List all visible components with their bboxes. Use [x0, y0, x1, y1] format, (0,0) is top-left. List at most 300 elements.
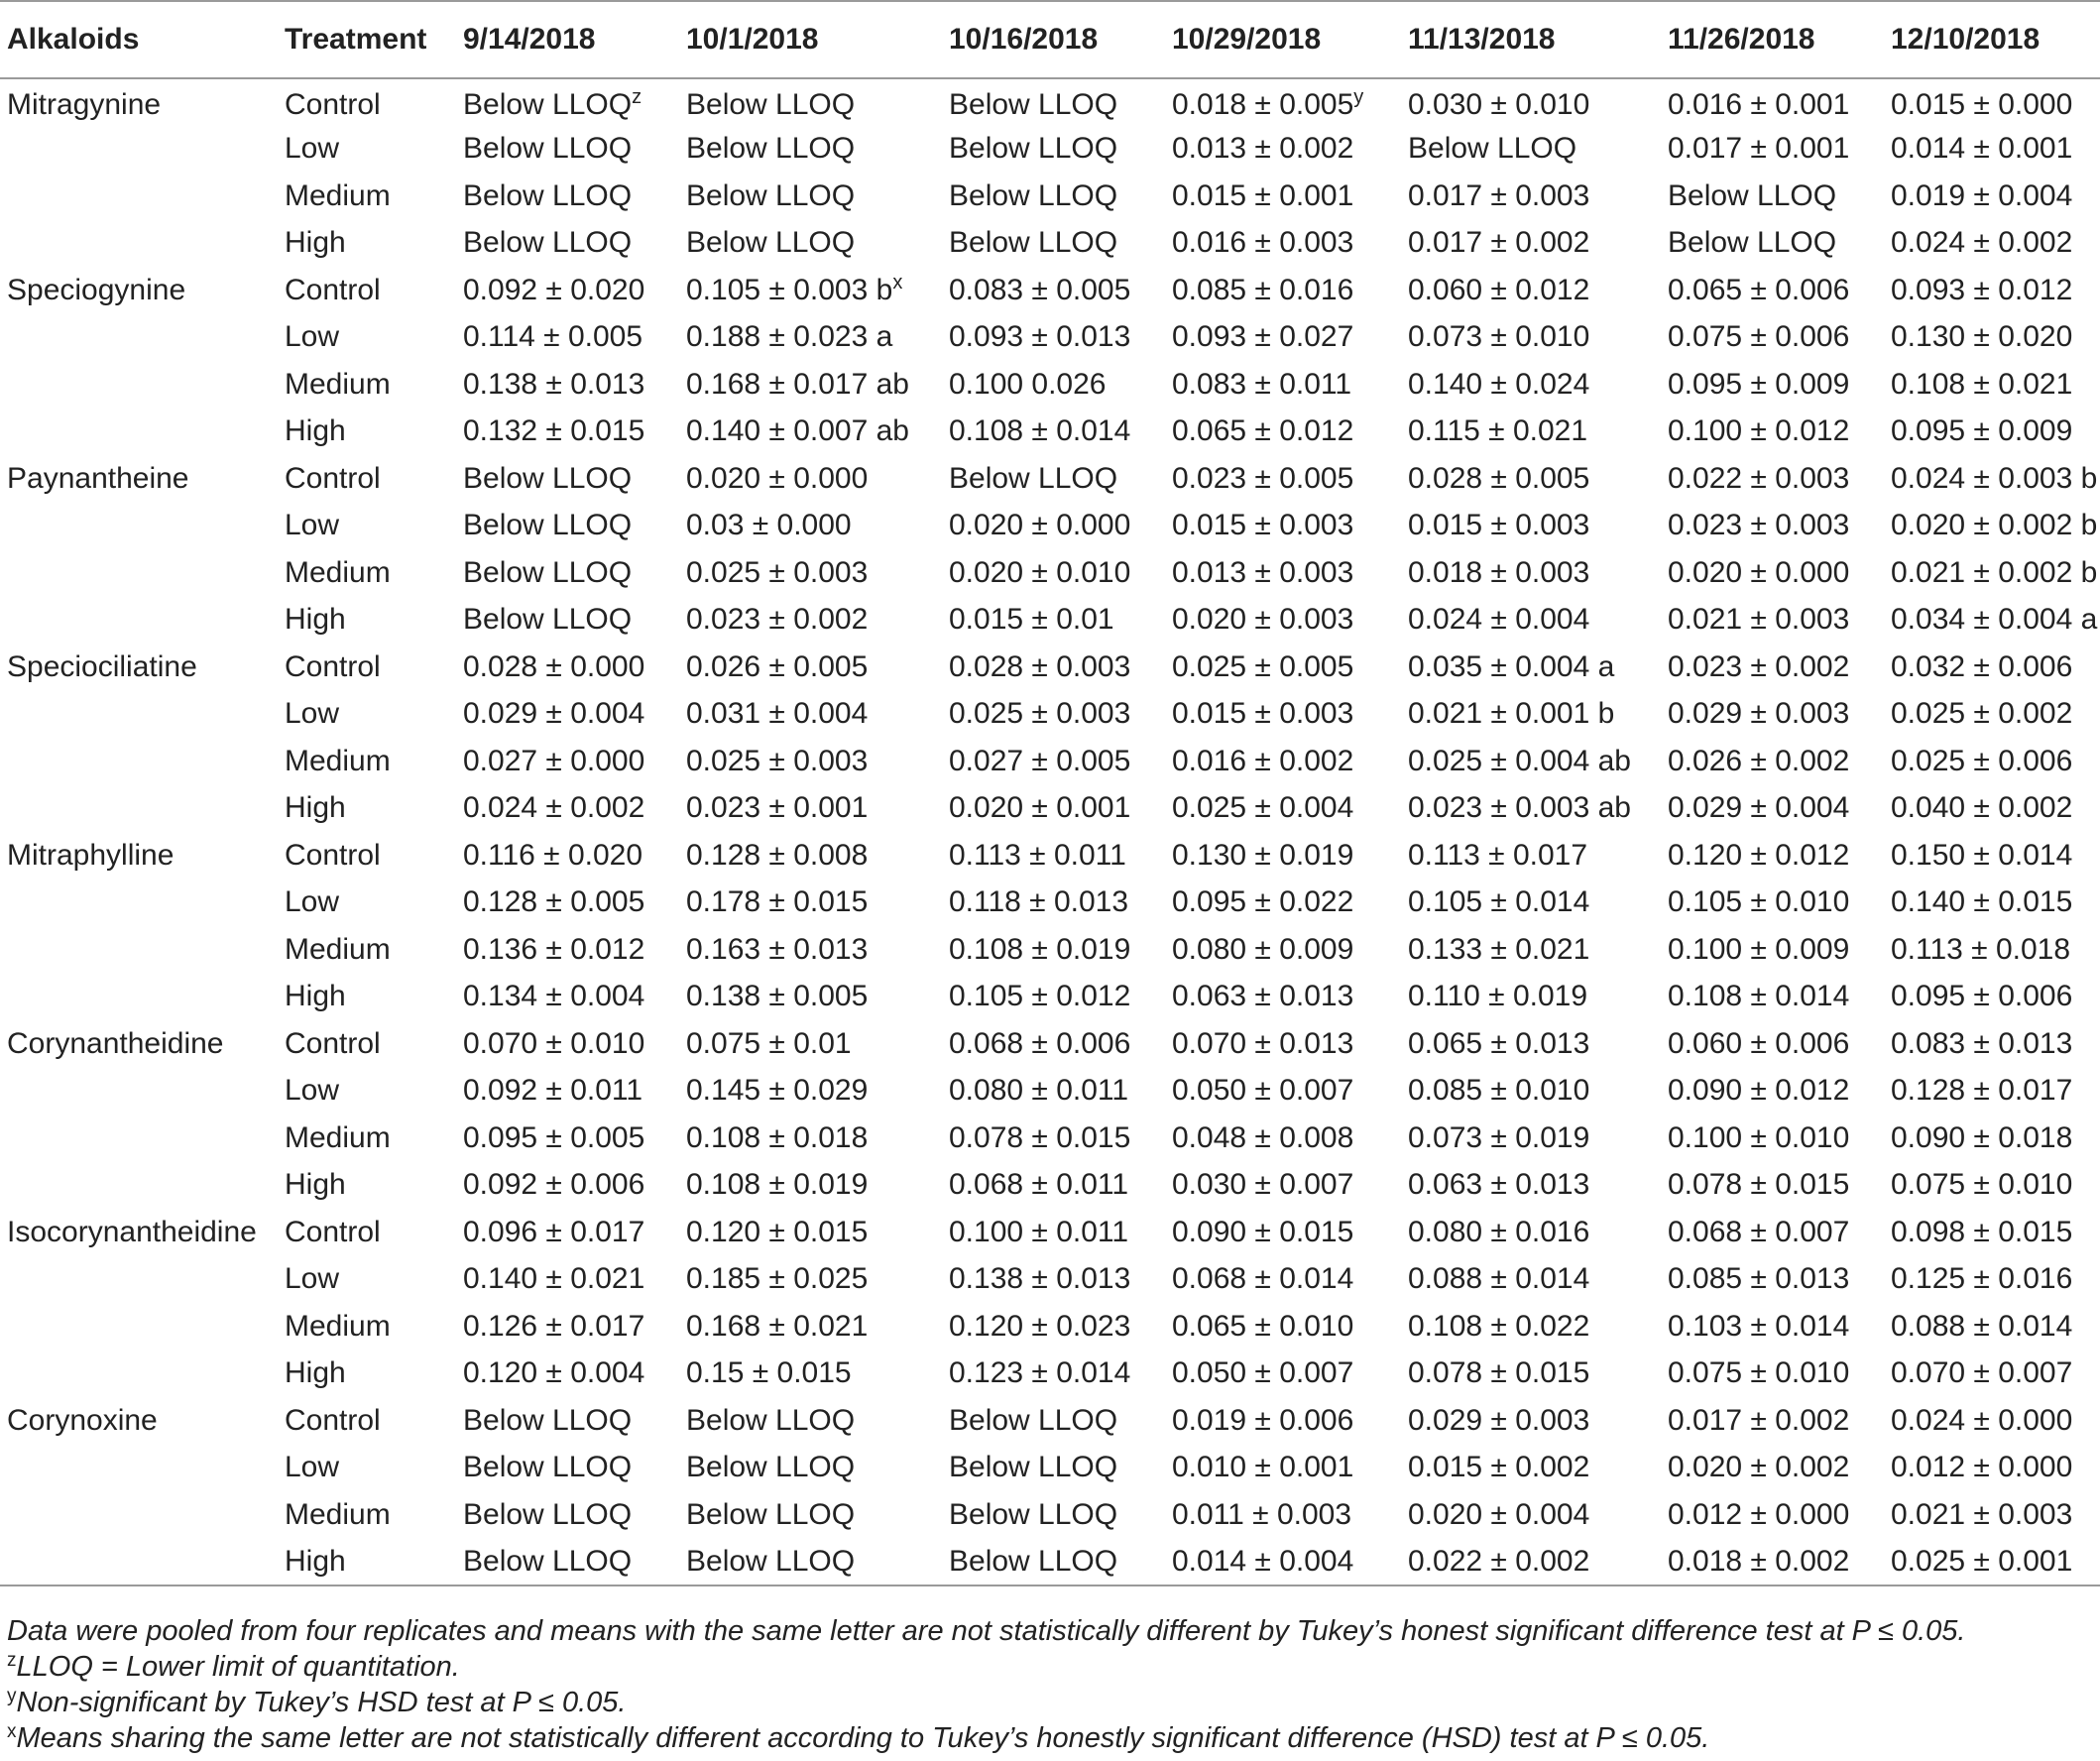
value-cell	[1401, 1397, 1661, 1445]
value-cell	[1661, 691, 1884, 739]
value-text: 0.138 ± 0.005	[686, 980, 869, 1013]
value-cell	[1884, 1539, 2100, 1586]
value-cell	[1661, 1350, 1884, 1398]
alkaloid-name-cell: Corynantheidine	[7, 1026, 224, 1060]
value-cell	[1661, 220, 1884, 268]
value-text: 0.163 ± 0.013	[686, 932, 869, 966]
treatment-cell: Control	[285, 273, 381, 306]
value-cell	[679, 267, 942, 314]
value-cell	[1661, 597, 1884, 645]
value-cell	[1884, 691, 2100, 739]
value-text: 0.032 ± 0.006	[1891, 649, 2073, 683]
value-text: Below LLOQ	[463, 132, 633, 166]
value-cell	[1884, 1068, 2100, 1115]
value-text: 0.126 ± 0.017	[463, 1309, 645, 1343]
value-text: 0.060 ± 0.012	[1408, 273, 1590, 306]
column-header: 10/29/2018	[1165, 1, 1401, 78]
table-body	[0, 78, 2100, 1585]
value-cell	[942, 409, 1165, 456]
value-cell	[679, 409, 942, 456]
value-text: 0.021 ± 0.002 b	[1891, 555, 2098, 589]
alkaloid-name-cell: Speciogynine	[7, 273, 186, 306]
value-cell	[456, 314, 679, 362]
value-cell	[1401, 549, 1661, 597]
treatment-cell: High	[285, 1356, 346, 1390]
value-cell	[456, 455, 679, 503]
table-row	[0, 1445, 2100, 1492]
footnote	[7, 1649, 1965, 1685]
value-cell	[942, 455, 1165, 503]
value-cell	[942, 1491, 1165, 1539]
value-text: 0.075 ± 0.010	[1668, 1356, 1850, 1390]
column-header: Treatment	[278, 1, 456, 78]
treatment-cell: Medium	[285, 1309, 391, 1343]
value-text: 0.113 ± 0.011	[949, 838, 1126, 872]
alkaloid-name-cell	[0, 1350, 278, 1398]
value-text: 0.025 ± 0.004	[1172, 791, 1354, 825]
value-text: 0.024 ± 0.000	[1891, 1403, 2073, 1437]
value-cell	[456, 644, 679, 691]
value-cell	[456, 1256, 679, 1304]
value-cell	[456, 361, 679, 409]
value-cell	[456, 1209, 679, 1256]
value-cell	[942, 644, 1165, 691]
value-cell	[1165, 785, 1401, 833]
value-cell	[1401, 785, 1661, 833]
value-text: 0.090 ± 0.012	[1668, 1074, 1850, 1108]
value-text: 0.100 ± 0.010	[1668, 1120, 1850, 1154]
value-cell	[1401, 1068, 1661, 1115]
value-text: 0.030 ± 0.007	[1172, 1168, 1354, 1202]
value-text: 0.105 ± 0.012	[949, 980, 1131, 1013]
value-cell	[456, 409, 679, 456]
value-cell	[1165, 1020, 1401, 1068]
value-cell	[1884, 1256, 2100, 1304]
column-header: 11/26/2018	[1661, 1, 1884, 78]
value-text: 0.088 ± 0.014	[1891, 1309, 2073, 1343]
value-text: 0.020 ± 0.000	[949, 509, 1131, 542]
value-text: Below LLOQ	[949, 178, 1118, 212]
value-cell	[1401, 691, 1661, 739]
value-cell	[679, 503, 942, 550]
value-text: 0.021 ± 0.001 b	[1408, 697, 1615, 731]
value-cell	[942, 314, 1165, 362]
value-text: 0.075 ± 0.006	[1668, 320, 1850, 354]
value-cell	[1884, 78, 2100, 126]
value-cell	[1401, 78, 1661, 126]
value-cell	[1661, 1115, 1884, 1162]
value-cell	[1661, 832, 1884, 880]
value-text: 0.140 ± 0.021	[463, 1262, 645, 1296]
value-text: 0.015 ± 0.003	[1408, 509, 1590, 542]
value-cell	[942, 1020, 1165, 1068]
value-cell	[1165, 1162, 1401, 1210]
value-text: Below LLOQ	[463, 1497, 633, 1531]
footnote	[7, 1720, 1965, 1756]
value-text: Below LLOQ	[949, 461, 1118, 495]
alkaloid-name-cell	[0, 1539, 278, 1586]
value-text: 0.025 ± 0.003	[686, 744, 869, 777]
value-text: Below LLOQ	[949, 1403, 1118, 1437]
value-cell	[679, 78, 942, 126]
value-cell	[942, 1303, 1165, 1350]
value-cell	[1401, 1539, 1661, 1586]
value-text: 0.128 ± 0.017	[1891, 1074, 2073, 1108]
value-cell	[1884, 503, 2100, 550]
value-text: Below LLOQ	[1668, 226, 1837, 260]
table-row	[0, 1115, 2100, 1162]
footnote-text: LLOQ = Lower limit of quantitation.	[16, 1651, 460, 1683]
value-cell	[1661, 1397, 1884, 1445]
value-cell	[1661, 549, 1884, 597]
value-cell	[1165, 974, 1401, 1021]
value-text: 0.068 ± 0.006	[949, 1026, 1131, 1060]
value-cell	[1401, 1303, 1661, 1350]
value-cell	[1884, 644, 2100, 691]
footnote-marker: z	[632, 86, 642, 109]
footnote-symbol: x	[7, 1721, 17, 1742]
value-cell	[1165, 503, 1401, 550]
value-text: 0.021 ± 0.003	[1668, 603, 1850, 637]
value-cell	[1661, 361, 1884, 409]
value-cell	[1401, 1491, 1661, 1539]
column-header: Alkaloids	[0, 1, 278, 78]
value-text: 0.125 ± 0.016	[1891, 1262, 2073, 1296]
value-cell	[1165, 314, 1401, 362]
value-cell	[942, 738, 1165, 785]
value-cell	[942, 267, 1165, 314]
value-cell	[1165, 549, 1401, 597]
value-cell	[942, 549, 1165, 597]
value-cell	[456, 1397, 679, 1445]
value-text: 0.088 ± 0.014	[1408, 1262, 1590, 1296]
value-text: 0.085 ± 0.016	[1172, 273, 1354, 306]
value-cell	[1165, 1256, 1401, 1304]
value-text: 0.138 ± 0.013	[463, 367, 645, 401]
value-text: 0.017 ± 0.002	[1408, 226, 1590, 260]
value-text: 0.120 ± 0.015	[686, 1215, 869, 1248]
table-row	[0, 78, 2100, 126]
alkaloid-name-cell	[0, 974, 278, 1021]
value-text: 0.015 ± 0.003	[1172, 509, 1354, 542]
value-text: 0.060 ± 0.006	[1668, 1026, 1850, 1060]
table-row	[0, 1397, 2100, 1445]
value-cell	[679, 1162, 942, 1210]
value-cell	[1661, 1303, 1884, 1350]
value-text: 0.068 ± 0.011	[949, 1168, 1129, 1202]
value-cell	[942, 1539, 1165, 1586]
value-text: 0.020 ± 0.002 b	[1891, 509, 2098, 542]
table-header-row	[0, 1, 2100, 78]
treatment-cell: Medium	[285, 744, 391, 777]
value-text: 0.073 ± 0.010	[1408, 320, 1590, 354]
treatment-cell: Control	[285, 1215, 381, 1248]
value-cell	[679, 1068, 942, 1115]
value-text: 0.030 ± 0.010	[1408, 88, 1590, 122]
value-cell	[679, 1491, 942, 1539]
table-row	[0, 832, 2100, 880]
treatment-cell: High	[285, 791, 346, 825]
value-text: 0.078 ± 0.015	[1408, 1356, 1590, 1390]
value-text: 0.075 ± 0.010	[1891, 1168, 2073, 1202]
value-cell	[1661, 126, 1884, 174]
value-text: 0.018 ± 0.002	[1668, 1544, 1850, 1578]
value-text: 0.095 ± 0.009	[1891, 414, 2073, 448]
value-text: 0.020 ± 0.010	[949, 555, 1131, 589]
table-row	[0, 1256, 2100, 1304]
value-text: 0.070 ± 0.010	[463, 1026, 645, 1060]
value-cell	[1165, 1397, 1401, 1445]
value-text: 0.065 ± 0.012	[1172, 414, 1354, 448]
value-cell	[456, 738, 679, 785]
value-text: 0.080 ± 0.009	[1172, 932, 1354, 966]
footnote-text: Means sharing the same letter are not statistically different according to Tukey’s honestly significant difference (HSD) test at P ≤ 0.05.	[16, 1722, 1710, 1754]
value-text: 0.132 ± 0.015	[463, 414, 645, 448]
value-cell	[1884, 1303, 2100, 1350]
value-cell	[456, 1539, 679, 1586]
value-text: Below LLOQ	[463, 226, 633, 260]
alkaloid-name-cell	[0, 738, 278, 785]
value-cell	[942, 926, 1165, 974]
value-text: Below LLOQ	[949, 132, 1118, 166]
value-text: 0.092 ± 0.011	[463, 1074, 643, 1108]
value-cell	[1661, 1162, 1884, 1210]
value-text: 0.026 ± 0.005	[686, 649, 869, 683]
value-cell	[1401, 314, 1661, 362]
alkaloid-name-cell: Paynantheine	[7, 461, 189, 495]
table-row	[0, 1209, 2100, 1256]
value-cell	[942, 126, 1165, 174]
value-cell	[1884, 126, 2100, 174]
value-cell	[942, 1256, 1165, 1304]
value-text: 0.145 ± 0.029	[686, 1074, 869, 1108]
value-cell	[1884, 1020, 2100, 1068]
value-cell	[1661, 926, 1884, 974]
value-text: 0.095 ± 0.006	[1891, 980, 2073, 1013]
treatment-cell: High	[285, 980, 346, 1013]
table-row	[0, 361, 2100, 409]
value-text: 0.185 ± 0.025	[686, 1262, 869, 1296]
value-text: 0.025 ± 0.005	[1172, 649, 1354, 683]
value-cell	[456, 926, 679, 974]
value-text: 0.128 ± 0.005	[463, 885, 645, 919]
alkaloid-name-cell: Corynoxine	[7, 1403, 158, 1437]
value-cell	[1165, 78, 1401, 126]
table-row	[0, 1491, 2100, 1539]
value-text: 0.020 ± 0.000	[1668, 555, 1850, 589]
value-cell	[1884, 314, 2100, 362]
value-cell	[1884, 1491, 2100, 1539]
value-cell	[679, 832, 942, 880]
value-cell	[1401, 926, 1661, 974]
value-cell	[1884, 267, 2100, 314]
value-cell	[1884, 1115, 2100, 1162]
value-cell	[1661, 78, 1884, 126]
value-text: 0.034 ± 0.004 a	[1891, 603, 2098, 637]
footnote	[7, 1685, 1965, 1720]
value-text: 0.168 ± 0.021	[686, 1309, 869, 1343]
value-text: 0.027 ± 0.005	[949, 744, 1131, 777]
value-text: Below LLOQ	[949, 1451, 1118, 1484]
value-text: 0.114 ± 0.005	[463, 320, 643, 354]
value-cell	[456, 549, 679, 597]
value-text: 0.011 ± 0.003	[1172, 1497, 1352, 1531]
value-text: 0.108 ± 0.019	[949, 932, 1131, 966]
value-text: 0.020 ± 0.002	[1668, 1451, 1850, 1484]
value-cell	[942, 785, 1165, 833]
value-cell	[456, 1020, 679, 1068]
value-text: 0.108 ± 0.018	[686, 1120, 869, 1154]
footnote-text: Non-significant by Tukey’s HSD test at P ≤ 0.05.	[16, 1687, 627, 1718]
value-cell	[679, 691, 942, 739]
value-cell	[456, 78, 679, 126]
value-cell	[1165, 644, 1401, 691]
value-cell	[1401, 220, 1661, 268]
value-text: 0.140 ± 0.007 ab	[686, 414, 909, 448]
alkaloid-name-cell: Isocorynantheidine	[7, 1215, 257, 1248]
alkaloid-name-cell	[0, 691, 278, 739]
value-text: 0.016 ± 0.003	[1172, 226, 1354, 260]
value-text: 0.103 ± 0.014	[1668, 1309, 1850, 1343]
value-text: 0.078 ± 0.015	[1668, 1168, 1850, 1202]
value-cell	[1884, 832, 2100, 880]
value-cell	[456, 1162, 679, 1210]
value-cell	[942, 597, 1165, 645]
value-text: 0.013 ± 0.002	[1172, 132, 1354, 166]
value-text: 0.025 ± 0.001	[1891, 1544, 2073, 1578]
value-text: 0.010 ± 0.001	[1172, 1451, 1354, 1484]
value-text: 0.073 ± 0.019	[1408, 1120, 1590, 1154]
value-cell	[1884, 1350, 2100, 1398]
value-cell	[456, 1350, 679, 1398]
value-text: 0.085 ± 0.013	[1668, 1262, 1850, 1296]
value-cell	[1661, 974, 1884, 1021]
value-cell	[1165, 361, 1401, 409]
value-cell	[1884, 173, 2100, 220]
table-row	[0, 1303, 2100, 1350]
value-cell	[1661, 1209, 1884, 1256]
value-cell	[679, 1445, 942, 1492]
value-text: Below LLOQ	[949, 1544, 1118, 1578]
value-text: Below LLOQ	[463, 88, 633, 122]
value-text: 0.133 ± 0.021	[1408, 932, 1590, 966]
value-text: 0.063 ± 0.013	[1408, 1168, 1590, 1202]
value-text: 0.012 ± 0.000	[1891, 1451, 2073, 1484]
treatment-cell: High	[285, 1168, 346, 1202]
value-text: 0.029 ± 0.004	[1668, 791, 1850, 825]
alkaloid-name-cell	[0, 314, 278, 362]
value-cell	[456, 691, 679, 739]
value-cell	[456, 1445, 679, 1492]
treatment-cell: Control	[285, 649, 381, 683]
value-text: 0.123 ± 0.014	[949, 1356, 1131, 1390]
treatment-cell: High	[278, 1539, 456, 1586]
value-cell	[1165, 1115, 1401, 1162]
value-cell	[456, 974, 679, 1021]
treatment-cell: Low	[285, 885, 340, 919]
alkaloid-name-cell	[0, 409, 278, 456]
value-text: 0.108 ± 0.019	[686, 1168, 869, 1202]
value-cell	[1884, 974, 2100, 1021]
value-text: Below LLOQ	[463, 555, 633, 589]
value-text: 0.040 ± 0.002	[1891, 791, 2073, 825]
value-text: 0.017 ± 0.002	[1668, 1403, 1850, 1437]
value-text: 0.025 ± 0.004 ab	[1408, 744, 1631, 777]
table-row	[0, 126, 2100, 174]
value-cell	[1165, 126, 1401, 174]
value-text: Below LLOQ	[463, 1544, 633, 1578]
value-cell	[456, 1491, 679, 1539]
value-text: 0.120 ± 0.023	[949, 1309, 1131, 1343]
value-text: 0.028 ± 0.005	[1408, 461, 1590, 495]
treatment-cell: Low	[285, 1262, 340, 1296]
treatment-cell: Control	[285, 88, 381, 122]
value-text: 0.048 ± 0.008	[1172, 1120, 1354, 1154]
value-cell	[1165, 267, 1401, 314]
value-cell	[1884, 455, 2100, 503]
alkaloid-name-cell	[0, 220, 278, 268]
value-cell	[679, 1256, 942, 1304]
treatment-cell: Control	[285, 461, 381, 495]
value-cell	[1401, 1115, 1661, 1162]
value-cell	[1661, 880, 1884, 927]
value-text: 0.070 ± 0.007	[1891, 1356, 2073, 1390]
value-cell	[1884, 880, 2100, 927]
value-text: 0.024 ± 0.002	[463, 791, 645, 825]
value-cell	[1884, 597, 2100, 645]
value-text: 0.025 ± 0.002	[1891, 697, 2073, 731]
value-text: 0.014 ± 0.001	[1891, 132, 2073, 166]
table-row	[0, 1162, 2100, 1210]
table-row	[0, 1539, 2100, 1586]
value-cell	[456, 126, 679, 174]
value-text: 0.023 ± 0.003	[1668, 509, 1850, 542]
value-cell	[679, 549, 942, 597]
table-row	[0, 549, 2100, 597]
value-cell	[1401, 173, 1661, 220]
value-cell	[1884, 1209, 2100, 1256]
table-row	[0, 1068, 2100, 1115]
value-cell	[1165, 738, 1401, 785]
value-text: 0.098 ± 0.015	[1891, 1215, 2073, 1248]
value-cell	[1165, 1539, 1401, 1586]
value-text: 0.035 ± 0.004 a	[1408, 649, 1615, 683]
value-text: 0.136 ± 0.012	[463, 932, 645, 966]
value-text: 0.140 ± 0.024	[1408, 367, 1590, 401]
value-text: 0.015 ± 0.000	[1891, 88, 2073, 122]
value-cell	[1884, 738, 2100, 785]
value-cell	[1661, 1491, 1884, 1539]
value-cell	[456, 173, 679, 220]
value-cell	[1661, 455, 1884, 503]
table-row	[0, 785, 2100, 833]
value-text: 0.019 ± 0.006	[1172, 1403, 1354, 1437]
treatment-cell: Control	[285, 1026, 381, 1060]
value-cell	[942, 173, 1165, 220]
value-text: 0.023 ± 0.002	[686, 603, 869, 637]
alkaloid-name-cell	[0, 503, 278, 550]
value-text: Below LLOQ	[686, 1497, 856, 1531]
value-text: 0.108 ± 0.014	[949, 414, 1131, 448]
value-text: 0.15 ± 0.015	[686, 1356, 852, 1390]
value-text: 0.025 ± 0.003	[949, 697, 1131, 731]
alkaloid-name-cell	[0, 1256, 278, 1304]
value-cell	[942, 1209, 1165, 1256]
value-cell	[456, 880, 679, 927]
value-cell	[1401, 1350, 1661, 1398]
treatment-cell: Low	[285, 132, 340, 166]
table-row	[0, 455, 2100, 503]
